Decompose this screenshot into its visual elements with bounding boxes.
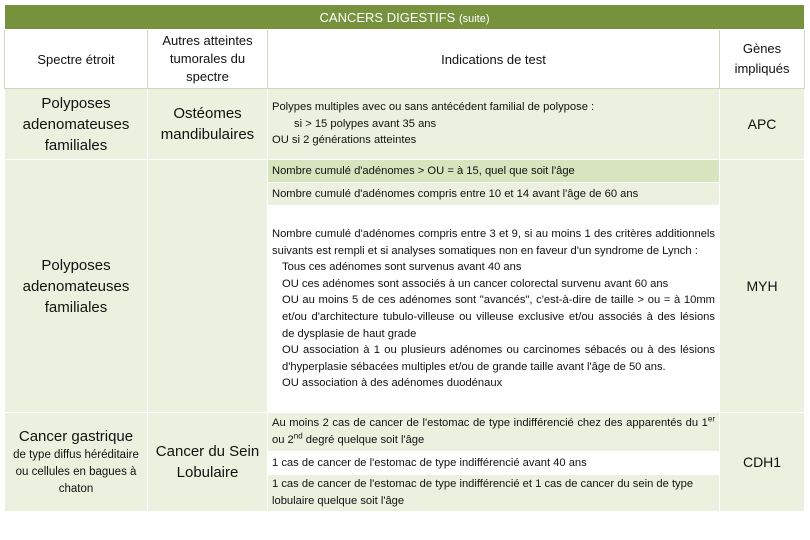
header-genes: Gènes impliqués bbox=[720, 30, 805, 89]
header-indications: Indications de test bbox=[268, 30, 720, 89]
apc-indication-line1: Polypes multiples avec ou sans antécédent familial de polypose : bbox=[272, 101, 595, 114]
cdh1-gene: CDH1 bbox=[720, 413, 805, 512]
header-spectre: Spectre étroit bbox=[5, 30, 148, 89]
myh-indication-3-c: OU au moins 5 de ces adénomes sont "avancés", c'est-à-dire de taille > ou = à 10mm et/ou d'architecture tubulo-villeuse ou villeuse exclusive et/ou associés à des lésions de dysplasie de haut grade bbox=[282, 294, 715, 340]
myh-gene: MYH bbox=[720, 160, 805, 413]
myh-indication-3 bbox=[268, 206, 720, 413]
table-title bbox=[5, 5, 805, 30]
table-row-cdh1-1 bbox=[5, 413, 805, 452]
apc-gene: APC bbox=[720, 89, 805, 160]
apc-spectre: Polyposes adenomateuses familiales bbox=[5, 89, 148, 160]
cancers-digestifs-table bbox=[4, 4, 805, 512]
header-autres: Autres atteintes tumorales du spectre bbox=[148, 30, 268, 89]
myh-indication-3-intro: Nombre cumulé d'adénomes compris entre 3 et 9, si au moins 1 des critères additionnels suivants est rempli et si analyses somatiques non en faveur d'un syndrome de Lynch : bbox=[272, 228, 715, 257]
table-title-main: CANCERS DIGESTIFS bbox=[319, 9, 456, 25]
cdh1-spectre bbox=[5, 413, 148, 512]
apc-indication-line3: OU si 2 générations atteintes bbox=[272, 134, 417, 147]
apc-autres: Ostéomes mandibulaires bbox=[148, 89, 268, 160]
apc-indication-line2: si > 15 polypes avant 35 ans bbox=[294, 117, 437, 130]
table-row-apc bbox=[5, 89, 805, 160]
cdh1-autres: Cancer du Sein Lobulaire bbox=[148, 413, 268, 512]
myh-autres bbox=[148, 160, 268, 413]
cdh1-indication-1-post: degré quelque soit l'âge bbox=[302, 434, 425, 446]
myh-indication-3-d: OU association à 1 ou plusieurs adénomes ou carcinomes sébacés ou à des lésions d'hyperplasie sébacées multiples et/ou de grande taille avant l'âge de 50 ans. bbox=[282, 344, 715, 373]
cdh1-indication-3: 1 cas de cancer de l'estomac de type indifférencié et 1 cas de cancer du sein de type lobulaire quelque soit l'âge bbox=[268, 475, 720, 512]
cdh1-indication-1-mid: ou 2 bbox=[272, 434, 294, 446]
table-title-suffix: (suite) bbox=[458, 12, 490, 25]
myh-indication-3-e: OU association à des adénomes duodénaux bbox=[282, 377, 503, 390]
myh-spectre: Polyposes adenomateuses familiales bbox=[5, 160, 148, 413]
cancers-digestifs-table-container bbox=[4, 4, 804, 537]
myh-indication-3-b: OU ces adénomes sont associés à un cancer colorectal survenu avant 60 ans bbox=[282, 277, 669, 290]
myh-indication-2: Nombre cumulé d'adénomes compris entre 10 et 14 avant l'âge de 60 ans bbox=[268, 183, 720, 206]
apc-indications bbox=[268, 89, 720, 160]
cdh1-indication-1-sup2: nd bbox=[293, 431, 303, 441]
myh-indication-1: Nombre cumulé d'adénomes > OU = à 15, quel que soit l'âge bbox=[268, 160, 720, 183]
cdh1-indication-1-sup1: er bbox=[707, 414, 715, 424]
table-row-myh-1 bbox=[5, 160, 805, 183]
cdh1-indication-1 bbox=[268, 413, 720, 452]
myh-indication-3-a: Tous ces adénomes sont survenus avant 40 ans bbox=[282, 261, 522, 274]
cdh1-spectre-title: Cancer gastrique bbox=[18, 428, 134, 445]
cdh1-indication-2: 1 cas de cancer de l'estomac de type indifférencié avant 40 ans bbox=[268, 452, 720, 475]
header-row bbox=[5, 30, 805, 89]
title-row bbox=[5, 5, 805, 30]
cdh1-indication-1-pre: Au moins 2 cas de cancer de l'estomac de type indifférencié chez des apparentés du 1 bbox=[272, 417, 708, 430]
cdh1-spectre-sub: de type diffus héréditaire ou cellules en bagues à chaton bbox=[13, 449, 139, 495]
